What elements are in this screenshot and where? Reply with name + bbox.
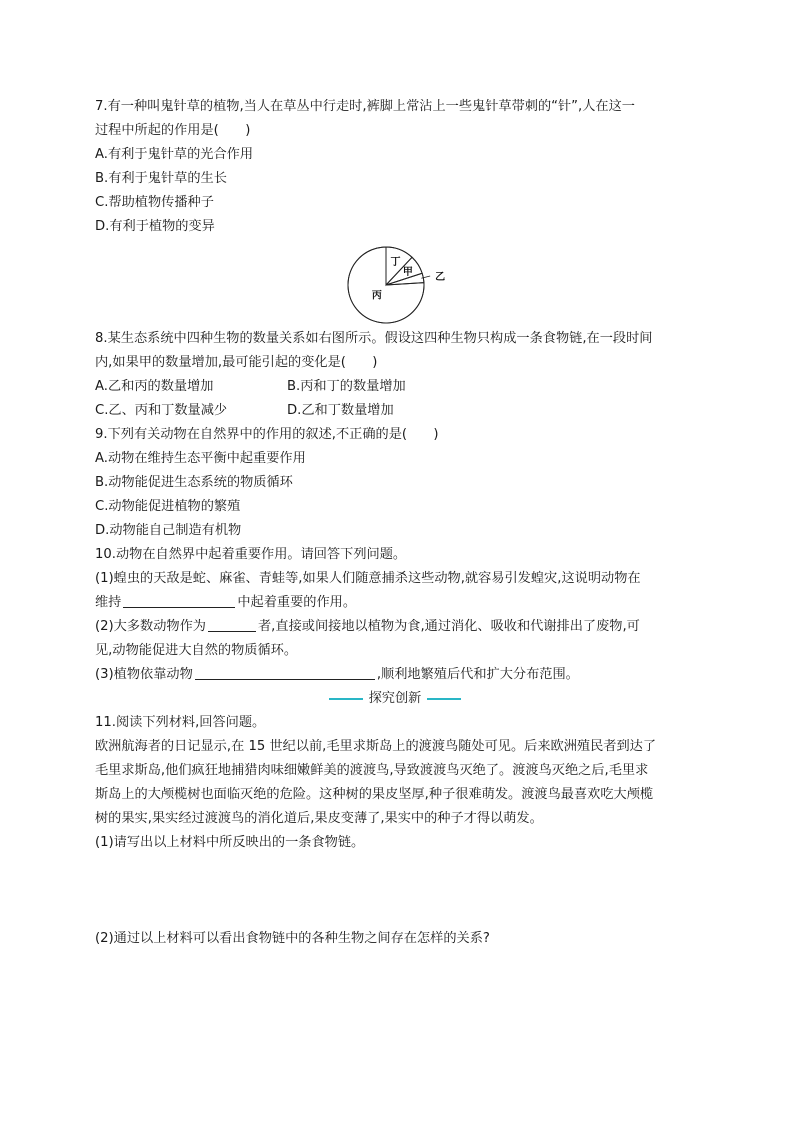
q7-option-d: D.有利于植物的变异 — [95, 219, 215, 234]
pie-label-2: 乙 — [435, 272, 446, 284]
q11-material-line4: 树的果实,果实经过渡渡鸟的消化道后,果皮变薄了,果实中的种子才得以萌发。 — [95, 811, 543, 826]
q10-part2-answer-blank[interactable] — [208, 617, 256, 632]
q10-part3-prefix: (3)植物依靠动物 — [95, 667, 193, 682]
q10-part2-line1 — [95, 615, 695, 639]
section-left-rule — [329, 698, 363, 700]
pie-chart-svg — [346, 243, 456, 327]
q8-stem-line1: 8.某生态系统中四种生物的数量关系如右图所示。假设这四种生物只构成一条食物链,在一段时间 — [95, 331, 653, 346]
q10-part2-line2: 见,动物能促进大自然的物质循环。 — [95, 643, 298, 658]
q10-part3-suffix: ,顺利地繁殖后代和扩大分布范围。 — [376, 667, 579, 682]
q11-part1-answer-space[interactable] — [95, 855, 695, 927]
section-header — [95, 687, 695, 711]
q11-part2: (2)通过以上材料可以看出食物链中的各种生物之间存在怎样的关系? — [95, 931, 490, 946]
q11-material-line1: 欧洲航海者的日记显示,在 15 世纪以前,毛里求斯岛上的渡渡鸟随处可见。后来欧洲殖民者到达了 — [95, 739, 657, 754]
q9-stem: 9.下列有关动物在自然界中的作用的叙述,不正确的是( ) — [95, 427, 439, 442]
pie-label-0: 丁 — [390, 256, 401, 268]
q10-part1-line1: (1)蝗虫的天敌是蛇、麻雀、青蛙等,如果人们随意捕杀这些动物,就容易引发蝗灾,这说明动物在 — [95, 571, 641, 586]
q8-option-d: D.乙和丁数量增加 — [287, 403, 394, 418]
q9-option-a: A.动物在维持生态平衡中起重要作用 — [95, 451, 306, 466]
q8-options-row2 — [95, 399, 695, 423]
q10-part2-prefix: (2)大多数动物作为 — [95, 619, 206, 634]
q7-stem-line1: 7.有一种叫鬼针草的植物,当人在草丛中行走时,裤脚上常沾上一些鬼针草带刺的“针”,人在这一 — [95, 99, 635, 114]
q11-material-line2: 毛里求斯岛,他们疯狂地捕猎肉味细嫩鲜美的渡渡鸟,导致渡渡鸟灭绝了。渡渡鸟灭绝之后,毛里求 — [95, 763, 649, 778]
q8-option-b: B.丙和丁的数量增加 — [287, 379, 406, 394]
population-pie-chart — [95, 239, 695, 327]
pie-label-1: 甲 — [402, 267, 413, 279]
q7-option-c: C.帮助植物传播种子 — [95, 195, 214, 210]
q11-material-line3: 斯岛上的大颅榄树也面临灭绝的危险。这种树的果皮坚厚,种子很难萌发。渡渡鸟最喜欢吃大颅榄 — [95, 787, 654, 802]
q9-option-d: D.动物能自己制造有机物 — [95, 523, 242, 538]
q9-option-b: B.动物能促进生态系统的物质循环 — [95, 475, 293, 490]
q8-options-row1 — [95, 375, 695, 399]
worksheet-page — [95, 95, 695, 951]
q11-part1: (1)请写出以上材料中所反映出的一条食物链。 — [95, 835, 365, 850]
q10-part1-line2 — [95, 591, 695, 615]
q11-stem: 11.阅读下列材料,回答问题。 — [95, 715, 266, 730]
q7-option-b: B.有利于鬼针草的生长 — [95, 171, 227, 186]
q10-part3-answer-blank[interactable] — [195, 665, 375, 680]
section-title: 探究创新 — [368, 691, 422, 706]
q10-part3-line — [95, 663, 695, 687]
q10-part1-prefix: 维持 — [95, 595, 122, 610]
q10-stem: 10.动物在自然界中起着重要作用。请回答下列问题。 — [95, 547, 407, 562]
q9-option-c: C.动物能促进植物的繁殖 — [95, 499, 241, 514]
q10-part2-suffix: 者,直接或间接地以植物为食,通过消化、吸收和代谢排出了废物,可 — [258, 619, 640, 634]
q8-stem-line2: 内,如果甲的数量增加,最可能引起的变化是( ) — [95, 355, 378, 370]
q10-part1-answer-blank[interactable] — [123, 593, 235, 608]
q7-stem-line2: 过程中所起的作用是( ) — [95, 123, 251, 138]
q10-part1-suffix: 中起着重要的作用。 — [237, 595, 357, 610]
pie-label-3: 丙 — [371, 290, 382, 302]
section-right-rule — [427, 698, 461, 700]
q8-option-a: A.乙和丙的数量增加 — [95, 379, 214, 394]
q8-option-c: C.乙、丙和丁数量减少 — [95, 403, 228, 418]
q7-option-a: A.有利于鬼针草的光合作用 — [95, 147, 254, 162]
